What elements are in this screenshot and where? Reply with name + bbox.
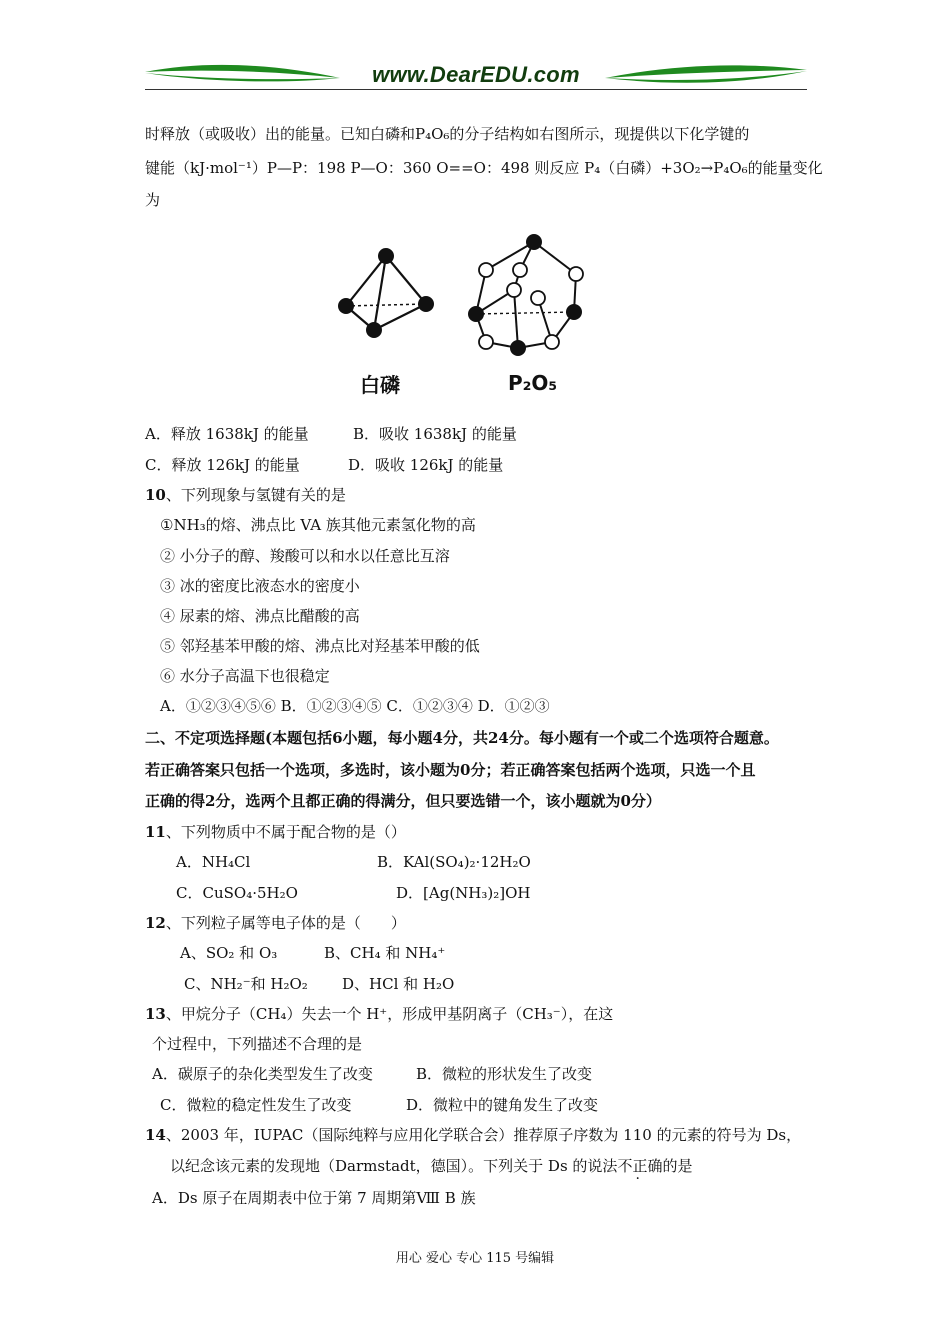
q14-stem-2-post: 的是 [662, 1157, 693, 1175]
molecule-structures-image [330, 222, 592, 407]
q11-option-c: C．CuSO₄·5H₂O [176, 884, 298, 902]
q9-option-a: A．释放 1638kJ 的能量 [145, 425, 309, 443]
q13-stem [145, 1004, 613, 1024]
section2-line-3: 正确的得2分，选两个且都正确的得满分，但只要选错一个，该小题就为0分） [145, 792, 661, 810]
q12-option-c: C、NH₂⁻和 H₂O₂ [184, 975, 308, 993]
q13-option-b: B．微粒的形状发生了改变 [416, 1065, 593, 1083]
q11-stem [145, 822, 406, 842]
molecule-figure [330, 222, 592, 407]
q11-number: 11 [145, 823, 166, 841]
figure-label-p2o5: P₂O₅ [508, 371, 558, 395]
q13-number: 13 [145, 1005, 166, 1023]
q12-option-b: B、CH₄ 和 NH₄⁺ [324, 944, 446, 962]
q14-emphasis: 不正确 [617, 1157, 663, 1175]
q10-number: 10 [145, 486, 166, 504]
q13-option-d: D．微粒中的键角发生了改变 [406, 1096, 599, 1114]
q13-text: 、甲烷分子（CH₄）失去一个 H⁺，形成甲基阴离子（CH₃⁻），在这 [165, 1005, 614, 1023]
q10-item-4: ④ 尿素的熔、沸点比醋酸的高 [160, 607, 360, 625]
q13-stem-2: 个过程中，下列描述不合理的是 [152, 1035, 363, 1053]
q12-option-a: A、SO₂ 和 O₃ [180, 944, 278, 962]
q12-number: 12 [145, 914, 166, 932]
q14-stem-2 [170, 1156, 692, 1176]
q11-option-a: A．NH₄Cl [176, 853, 251, 871]
q14-stem [145, 1125, 801, 1145]
q14-text: 、2003 年，IUPAC（国际纯粹与应用化学联合会）推荐原子序数为 110 的元素的符号为 Ds， [165, 1126, 802, 1144]
q14-number: 14 [145, 1126, 166, 1144]
q14-option-a: A．Ds 原子在周期表中位于第 7 周期第Ⅷ B 族 [152, 1189, 476, 1207]
q11-option-b: B．KAl(SO₄)₂·12H₂O [377, 853, 531, 871]
intro-line-1: 时释放（或吸收）出的能量。已知白磷和P₄O₆的分子结构如右图所示，现提供以下化学键的 [145, 125, 750, 143]
white-phosphorus-icon [346, 256, 426, 330]
q12-stem [145, 913, 406, 933]
q10-item-3: ③ 冰的密度比液态水的密度小 [160, 577, 360, 595]
q14-stem-2-pre: 以纪念该元素的发现地（Darmstadt，德国）。下列关于 Ds 的说法 [170, 1157, 618, 1175]
q10-item-6: ⑥ 水分子高温下也很稳定 [160, 667, 330, 685]
section2-line-1: 二、不定项选择题(本题包括6小题，每小题4分，共24分。每小题有一个或二个选项符合题意。 [145, 729, 779, 747]
q13-option-c: C．微粒的稳定性发生了改变 [160, 1096, 352, 1114]
q10-item-5: ⑤ 邻羟基苯甲酸的熔、沸点比对羟基苯甲酸的低 [160, 637, 480, 655]
q9-option-c: C．释放 126kJ 的能量 [145, 456, 300, 474]
q10-item-1: ①NH₃的熔、沸点比 VA 族其他元素氢化物的高 [160, 516, 476, 534]
q10-options: A．①②③④⑤⑥ B．①②③④⑤ C．①②③④ D．①②③ [160, 697, 550, 715]
site-header [145, 58, 807, 92]
q10-item-2: ② 小分子的醇、羧酸可以和水以任意比互溶 [160, 547, 450, 565]
intro-line-3: 为 [145, 191, 161, 209]
q12-option-d: D、HCl 和 H₂O [342, 975, 455, 993]
q13-option-a: A．碳原子的杂化类型发生了改变 [152, 1065, 373, 1083]
q10-stem [145, 485, 346, 505]
intro-line-2: 键能（kJ·mol⁻¹）P—P：198 P—O：360 O==O：498 则反应 P₄（白磷）+3O₂→P₄O₆的能量变化 [145, 159, 823, 177]
site-url: www.DearEDU.com [372, 62, 580, 87]
header-rule [145, 89, 807, 90]
q9-option-b: B．吸收 1638kJ 的能量 [353, 425, 517, 443]
q11-option-d: D．[Ag(NH₃)₂]OH [396, 884, 531, 902]
q12-text: 、下列粒子属等电子体的是（ ） [165, 914, 406, 932]
page-footer: 用心 爱心 专心 115 号编辑 [395, 1251, 555, 1266]
q11-text: 、下列物质中不属于配合物的是（） [165, 823, 406, 841]
section2-line-2: 若正确答案只包括一个选项，多选时，该小题为0分；若正确答案包括两个选项，只选一个且 [145, 761, 756, 779]
figure-label-white-phosphorus: 白磷 [360, 373, 400, 397]
q10-text: 、下列现象与氢键有关的是 [165, 486, 346, 504]
p4o6-cage-icon [476, 242, 576, 348]
q9-option-d: D．吸收 126kJ 的能量 [348, 456, 504, 474]
